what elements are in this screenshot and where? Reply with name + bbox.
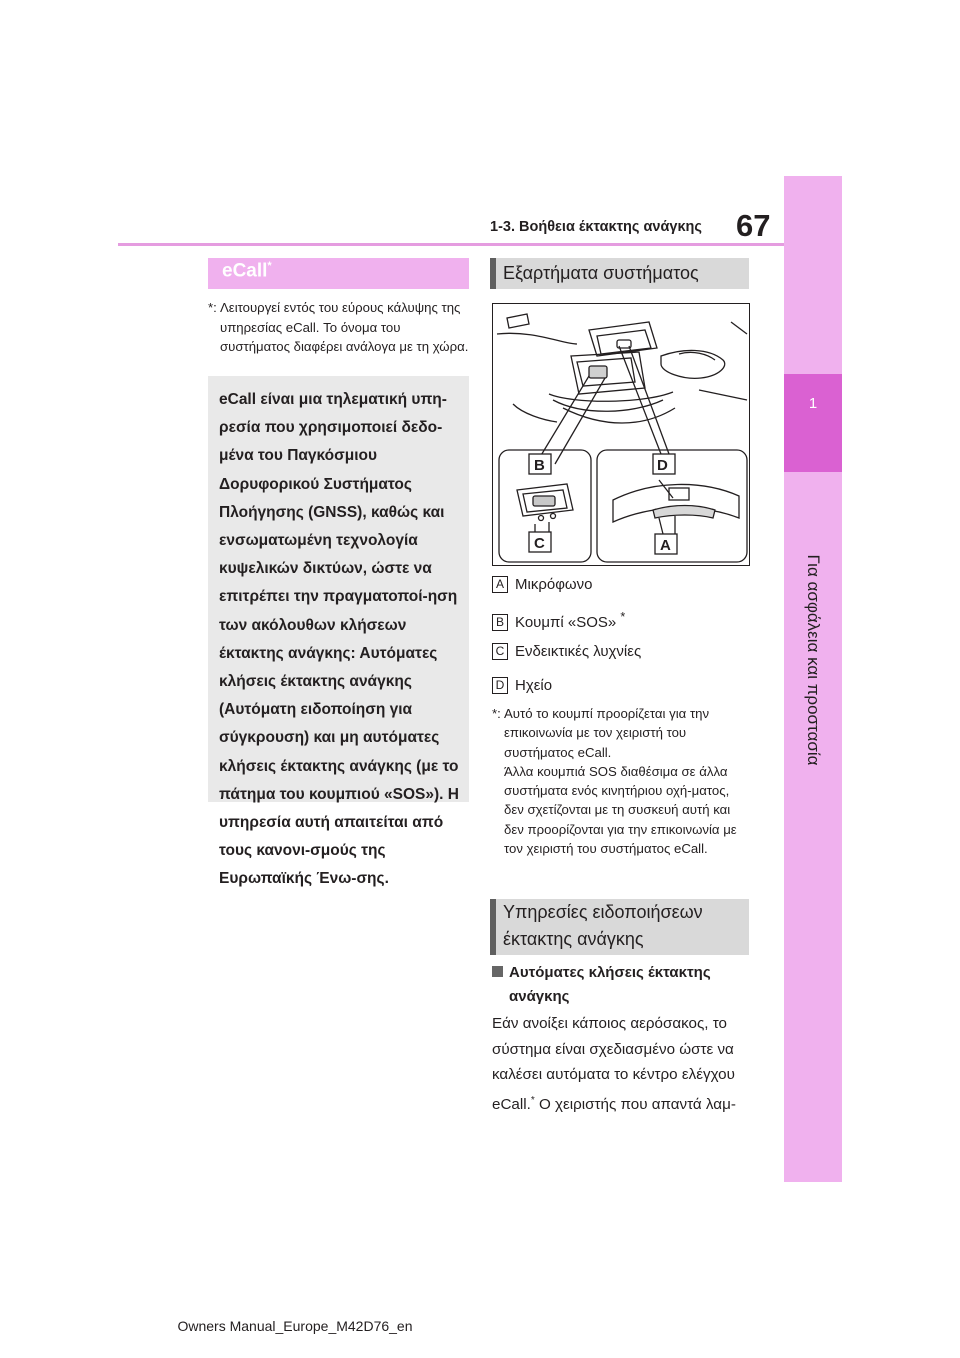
label-d: D bbox=[657, 457, 668, 474]
legend-letter: C bbox=[492, 643, 508, 660]
label-b: B bbox=[534, 457, 545, 474]
page-number: 67 bbox=[736, 208, 771, 243]
label-a: A bbox=[660, 537, 671, 554]
legend-mark: * bbox=[620, 610, 626, 624]
ecall-footnote bbox=[208, 298, 469, 357]
ecall-heading: eCall* bbox=[222, 260, 272, 282]
chapter-title: Για ασφάλεια και προστασία bbox=[804, 554, 823, 766]
services-body-text: Εάν ανοίξει κάποιος αερόσακος, το σύστημα είναι σχεδιασμένο ώστε να καλέσει αυτόματα το κέντρο ελέγχου eCall.* Ο χειριστής που απαντά λαμ- bbox=[492, 1015, 736, 1113]
footnote-text: Αυτό το κουμπί προορίζεται για την επικοινωνία με τον χειριστή του συστήματος eCall. Άλλα κουμπιά SOS διαθέσιμα σε άλλα συστήματα ενός κινητήριου οχή-ματος, δεν σχετίζονται με τη συσκευή αυτή και δεν προορίζονται για την επικοινωνία με τον χειριστή του συστήματος eCall. bbox=[504, 706, 737, 857]
footnote-mark: *: bbox=[208, 300, 217, 315]
label-c: C bbox=[534, 535, 545, 552]
header-rule bbox=[118, 243, 784, 246]
legend-item-c bbox=[492, 643, 641, 660]
footer-text: Owners Manual_Europe_M42D76_en bbox=[177, 1318, 413, 1334]
chapter-number: 1 bbox=[808, 395, 818, 412]
bullet-square-icon bbox=[492, 966, 503, 977]
footnote-text: Λειτουργεί εντός του εύρους κάλυψης της υπηρεσίας eCall. Το όνομα του συστήματος διαφέρει ανάλογα με τη χώρα. bbox=[220, 300, 469, 354]
ceiling-console-figure bbox=[492, 303, 750, 566]
sos-footnote bbox=[492, 704, 750, 858]
legend-item-b bbox=[492, 610, 625, 631]
services-heading: Υπηρεσίες ειδοποιήσεων έκτακτης ανάγκης bbox=[503, 902, 703, 949]
legend-text: Ηχείο bbox=[515, 677, 553, 694]
section-title: 1-3. Βοήθεια έκτακτης ανάγκης bbox=[490, 219, 702, 235]
overhead-console-illustration bbox=[493, 304, 749, 565]
legend-item-a bbox=[492, 576, 592, 593]
legend-letter: B bbox=[492, 614, 508, 631]
legend-letter: A bbox=[492, 576, 508, 593]
components-heading: Εξαρτήματα συστήματος bbox=[503, 263, 699, 283]
legend-text: Μικρόφωνο bbox=[515, 576, 593, 593]
legend-letter: D bbox=[492, 677, 508, 694]
chapter-tab-active[interactable] bbox=[784, 374, 842, 472]
legend-text: Ενδεικτικές λυχνίες bbox=[515, 643, 642, 660]
legend-text: Κουμπί «SOS» bbox=[515, 614, 617, 631]
auto-calls-subheading: Αυτόματες κλήσεις έκτακτης ανάγκης bbox=[492, 961, 750, 1009]
footnote-mark: *: bbox=[492, 706, 501, 721]
legend-item-d bbox=[492, 677, 552, 694]
ecall-lead-text: eCall είναι μια τηλεματική υπη-ρεσία που χρησιμοποιεί δεδο-μένα του Παγκόσμιου Δορυφορικού Συστήματος Πλοήγησης (GNSS), καθώς και ενσωματωμένη τεχνολογία κυψελικών δικτύων, ώστε να επιτρέπει την πραγματοποί-ηση των ακόλουθων κλήσεων έκτακτης ανάγκης: Αυτόματες κλήσεις έκτακτης ανάγκης (Αυτόματη ειδοποίηση για σύγκρουση) και μη αυτόματες κλήσεις έκτακτης ανάγκης (με το πάτημα του κουμπιού «SOS»). Η υπηρεσία αυτή απαιτείται από τους κανονι-σμούς της Ευρωπαϊκής Ένω-σης. bbox=[219, 391, 459, 888]
